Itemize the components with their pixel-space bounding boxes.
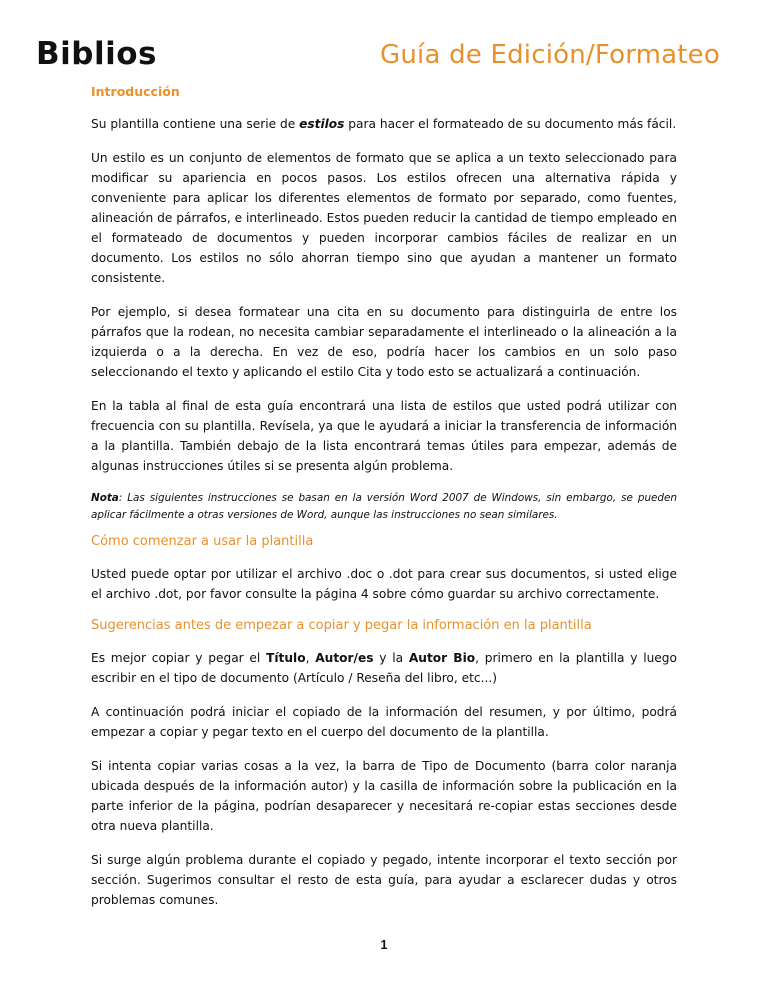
intro-paragraph-2: Un estilo es un conjunto de elementos de formato que se aplica a un texto seleccionado para modificar su apariencia en pocos pasos. Los estilos ofrecen una alternativa rápida y conveniente para aplicar los diferentes elementos de formato por separado, como fuentes, alineación de párrafos, e interlineado. Estos pueden reducir la cantidad de tiempo empleado en el formateado de documentos y pueden incorporar cambios fáciles de realizar en un documento. Los estilos no sólo ahorran tiempo sino que ayudan a mantener un formato consistente. — [91, 151, 677, 285]
intro-paragraph-1: Su plantilla contiene una serie de estilos para hacer el formateado de su documento más fácil. — [91, 117, 677, 131]
tips-paragraph-2: A continuación podrá iniciar el copiado de la información del resumen, y por último, podrá empezar a copiar y pegar texto en el cuerpo del documento de la plantilla. — [91, 705, 677, 739]
section-heading-tips: Sugerencias antes de empezar a copiar y pegar la información en la plantilla — [91, 618, 592, 633]
intro-paragraph-4: En la tabla al final de esta guía encontrará una lista de estilos que usted podrá utilizar con frecuencia con su plantilla. Revísela, ya que le ayudará a iniciar la transferencia de información a la plantilla. También debajo de la lista encontrará temas útiles para empezar, además de algunas instrucciones útiles si se presenta algún problema. — [91, 399, 677, 473]
section-heading-start: Cómo comenzar a usar la plantilla — [91, 534, 314, 549]
intro-heading: Introducción — [91, 84, 180, 99]
section-start-paragraph: Usted puede optar por utilizar el archivo .doc o .dot para crear sus documentos, si usted elige el archivo .dot, por favor consulte la página 4 sobre cómo guardar su archivo correctamente. — [91, 567, 677, 601]
tips-paragraph-4: Si surge algún problema durante el copiado y pegado, intente incorporar el texto sección por sección. Sugerimos consultar el resto de esta guía, para ayudar a esclarecer dudas y otros problemas comunes. — [91, 853, 677, 907]
styles-emphasis: estilos — [299, 117, 345, 131]
note-label: Nota — [91, 492, 119, 504]
biblios-logo: Biblios — [36, 36, 157, 72]
note-paragraph: Nota: Las siguientes instrucciones se basan en la versión Word 2007 de Windows, sin embargo, se pueden aplicar fácilmente a otras versiones de Word, aunque las instrucciones no sean similares. — [91, 492, 677, 521]
document-title: Guía de Edición/Formateo — [380, 40, 720, 70]
page-number: 1 — [380, 938, 388, 952]
tips-paragraph-3: Si intenta copiar varias cosas a la vez, la barra de Tipo de Documento (barra color naranja ubicada después de la información autor) y la casilla de información sobre la publicación en la parte inferior de la página, podrían desaparecer y necesitará re-copiar estas secciones desde otra nueva plantilla. — [91, 759, 677, 833]
tips-paragraph-1: Es mejor copiar y pegar el Título, Autor/es y la Autor Bio, primero en la plantilla y luego escribir en el tipo de documento (Artículo / Reseña del libro, etc...) — [91, 651, 677, 685]
document-body — [91, 84, 677, 924]
intro-paragraph-3: Por ejemplo, si desea formatear una cita en su documento para distinguirla de entre los párrafos que la rodean, no necesita cambiar separadamente el interlineado o la alineación a la izquierda o a la derecha. En vez de eso, podría hacer los cambios en un solo paso seleccionando el texto y aplicando el estilo Cita y todo esto se actualizará a continuación. — [91, 305, 677, 379]
